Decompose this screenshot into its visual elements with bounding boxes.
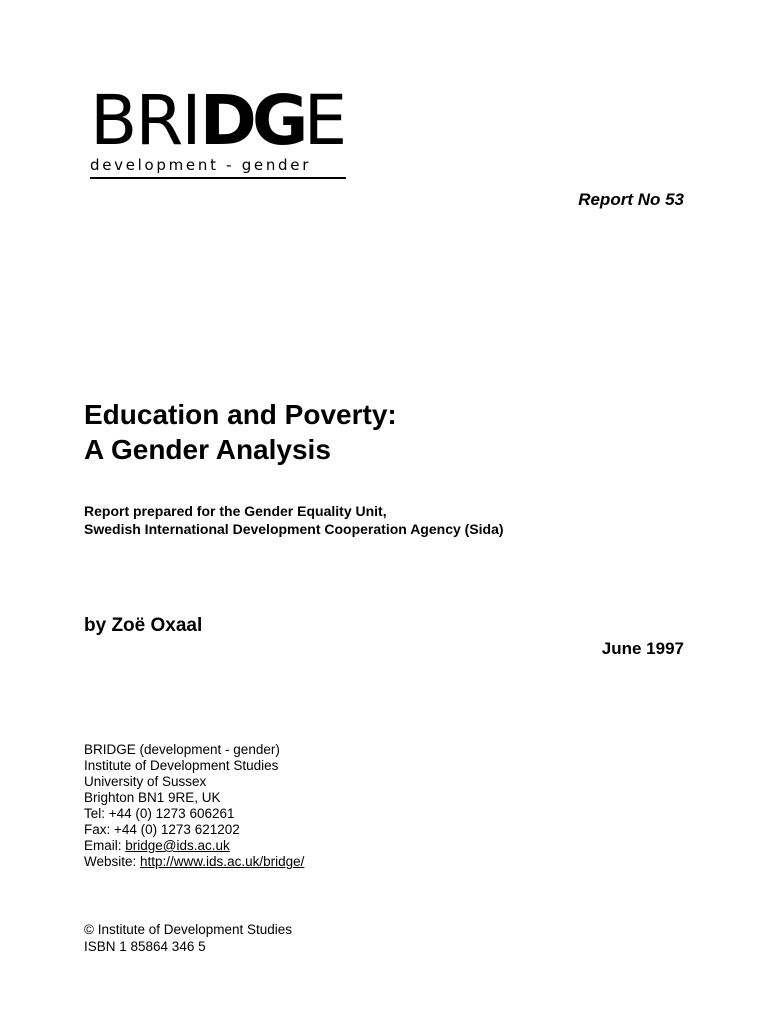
email-line: [84, 838, 304, 854]
logo-underline: [90, 177, 346, 179]
logo-word-part-1: BRI: [90, 81, 200, 161]
report-number: Report No 53: [578, 190, 684, 209]
contact-address-block: [84, 742, 304, 870]
bridge-logo: [90, 81, 348, 179]
copyright-block: [84, 921, 292, 955]
logo-tagline: development - gender: [90, 156, 312, 174]
telephone: Tel: +44 (0) 1273 606261: [84, 806, 235, 821]
website-link[interactable]: http://www.ids.ac.uk/bridge/: [140, 854, 305, 869]
logo-word-part-heavy: DG: [199, 81, 304, 161]
email-link[interactable]: bridge@ids.ac.uk: [125, 838, 230, 853]
website-label: Website:: [84, 854, 141, 869]
address-line-4: Brighton BN1 9RE, UK: [84, 790, 221, 805]
website-line: [84, 854, 304, 870]
title-line-2: A Gender Analysis: [84, 434, 331, 465]
email-label: Email:: [84, 838, 126, 853]
document-subtitle: [84, 502, 504, 538]
logo-wordmark: [90, 81, 348, 161]
title-line-1: Education and Poverty:: [84, 399, 397, 430]
address-line-2: Institute of Development Studies: [84, 758, 279, 773]
author-byline: by Zoë Oxaal: [84, 615, 203, 636]
address-line-3: University of Sussex: [84, 774, 207, 789]
isbn: ISBN 1 85864 346 5: [84, 939, 206, 954]
logo-word-part-2: E: [303, 81, 346, 161]
address-line-1: BRIDGE (development - gender): [84, 742, 280, 757]
fax: Fax: +44 (0) 1273 621202: [84, 822, 240, 837]
document-title: [84, 397, 397, 467]
subtitle-line-2: Swedish International Development Cooperation Agency (Sida): [84, 521, 504, 537]
subtitle-line-1: Report prepared for the Gender Equality Unit,: [84, 503, 387, 519]
copyright-notice: © Institute of Development Studies: [84, 922, 293, 937]
publication-date: June 1997: [601, 639, 684, 658]
